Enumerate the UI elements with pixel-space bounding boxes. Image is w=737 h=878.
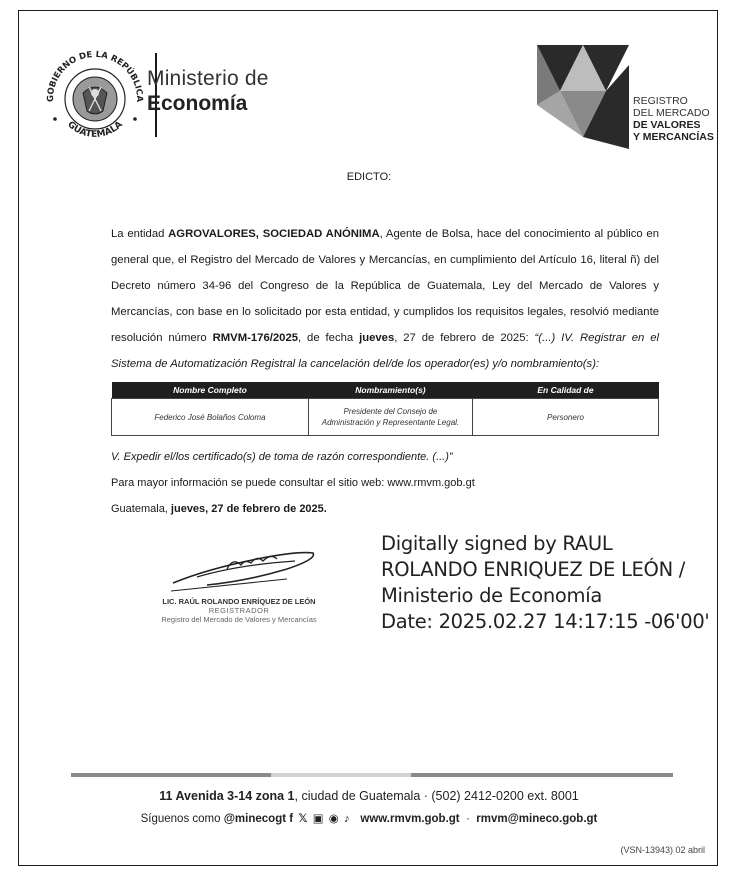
body-text-1: La entidad (111, 228, 169, 240)
digsig-line3: Ministerio de Economía (381, 584, 602, 607)
social-media-icons: f 𝕏 ▣ ◉ ♪ (289, 813, 351, 825)
edict-body (111, 221, 659, 377)
info-line: Para mayor información se puede consultar el sitio web: www.rmvm.gob.gt (111, 477, 475, 489)
publication-code: (VSN-13943) 02 abril (620, 845, 705, 855)
rmvm-line2: DEL MERCADO (633, 107, 710, 119)
footer-website-link: www.rmvm.gob.gt (360, 813, 460, 825)
ministry-line2: Economía (147, 92, 248, 115)
rmvm-logo-icon (537, 45, 629, 149)
cell-nombre: Federico José Bolaños Coloma (112, 399, 309, 436)
footer-divider (71, 773, 673, 777)
ministry-line1: Ministerio de (147, 67, 269, 90)
seal-bottom-text: GUATEMALA (65, 119, 125, 140)
svg-text:GUATEMALA (65, 120, 125, 140)
signer-name: LIC. RAÚL ROLANDO ENRÍQUEZ DE LEÓN (162, 597, 316, 606)
body-text-4: , 27 de febrero de 2025: (394, 332, 535, 344)
table-row (112, 399, 659, 436)
digsig-line4: Date: 2025.02.27 14:17:15 -06'00' (381, 610, 710, 633)
signer-org: Registro del Mercado de Valores y Mercancías (161, 615, 317, 624)
cell-nombramiento-line2: Administración y Representante Legal. (321, 418, 460, 427)
digsig-line2: ROLANDO ENRIQUEZ DE LEÓN / (381, 558, 686, 581)
resolution-weekday: jueves (359, 332, 395, 344)
table-header-nombre: Nombre Completo (112, 382, 309, 399)
address-rest: , ciudad de Guatemala · (502) 2412-0200 ext. 8001 (294, 789, 579, 803)
seal-top-text: GOBIERNO DE LA REPÚBLICA (45, 49, 145, 103)
handwritten-signature (167, 539, 323, 595)
rmvm-line3: DE VALORES (633, 119, 701, 131)
cell-calidad: Personero (473, 399, 659, 436)
signature-caption (119, 597, 359, 624)
appointments-table (111, 382, 659, 436)
footer-separator: · (466, 813, 470, 825)
table-header-nombramiento: Nombramiento(s) (308, 382, 472, 399)
edict-document (18, 10, 718, 866)
digital-signature (381, 531, 710, 635)
date-line (111, 503, 327, 515)
body-text-3: , de fecha (298, 332, 360, 344)
ministry-name (147, 67, 269, 116)
body-text-2: , Agente de Bolsa, hace del conocimiento al público en general que, el Registro del Mercado de Valores y Mercancías, en cumplimiento del Artículo 16, literal ñ) del Decreto número 34-96 del Congreso de la República de Guatemala, Ley del Mercado de Valores y Mercancías, con base en lo solicitado por esta entidad, y cumplidos los requisitos legales, resolvió mediante resolución número (111, 228, 660, 344)
rmvm-name (633, 95, 714, 143)
date-prefix: Guatemala, (111, 503, 171, 515)
coat-of-arms-icon (39, 41, 151, 153)
footer-email-link: rmvm@mineco.gob.gt (476, 813, 598, 825)
document-title: EDICTO: (346, 171, 392, 183)
signer-role: REGISTRADOR (208, 606, 270, 615)
resolution-quote: “(...) IV. Registrar en el Sistema de Automatización Registral la cancelación del/de los operador(es) y/o nombramiento(s): (111, 332, 660, 370)
date-bold: jueves, 27 de febrero de 2025. (170, 503, 327, 515)
table-header-calidad: En Calidad de (473, 382, 659, 399)
entity-name: AGROVALORES, SOCIEDAD ANÓNIMA (168, 228, 380, 240)
rmvm-line1: REGISTRO (633, 95, 688, 107)
digsig-line1: Digitally signed by RAUL (381, 532, 613, 555)
cell-nombramiento (308, 399, 472, 436)
expedir-line: V. Expedir el/los certificado(s) de toma de razón correspondiente. (...)” (111, 451, 453, 463)
resolution-number: RMVM-176/2025 (212, 332, 299, 344)
footer-social (19, 811, 719, 825)
social-handle: @minecogt (223, 813, 287, 825)
footer-address (19, 789, 719, 803)
cell-nombramiento-line1: Presidente del Consejo de (343, 407, 438, 416)
social-prefix: Síguenos como (140, 813, 224, 825)
rmvm-line4: Y MERCANCÍAS (633, 131, 714, 143)
address-bold: 11 Avenida 3-14 zona 1 (159, 789, 295, 803)
